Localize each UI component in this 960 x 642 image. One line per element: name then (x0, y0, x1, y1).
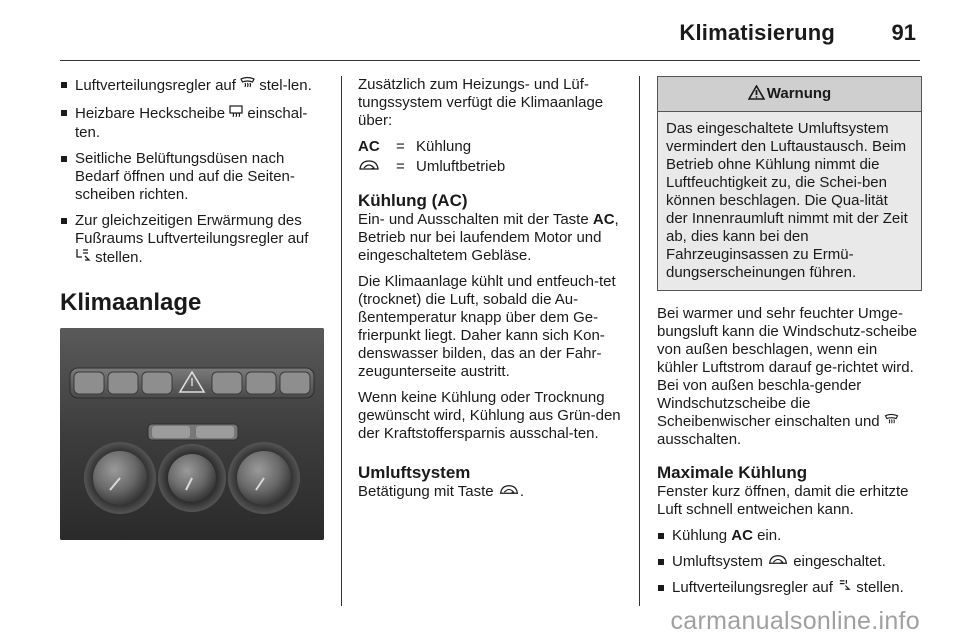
recirculation-icon (767, 553, 789, 570)
list-item: Kühlung AC ein. (657, 527, 922, 545)
list-item: Luftverteilungsregler auf stel-len. (60, 76, 326, 96)
heading-maximale-kuehlung: Maximale Kühlung (657, 463, 808, 482)
max-cooling-bullet-list (657, 527, 922, 597)
section-title-klimaanlage: Klimaanlage (60, 289, 202, 316)
definition-key-ac: AC (358, 138, 380, 155)
windscreen-defrost-icon (884, 413, 899, 430)
intro-text: Zusätzlich zum Heizungs- und Lüf-tungssystem verfügt die Klimaanlage über: (358, 76, 604, 129)
list-item: Zur gleichzeitigen Erwärmung des Fußraums Luftverteilungsregler auf stellen. (60, 212, 326, 268)
climate-control-photo (60, 328, 324, 540)
recirculation-icon (358, 158, 396, 177)
paragraph: Ein- und Ausschalten mit der Taste AC, Betrieb nur bei laufendem Motor und eingeschaltetem Gebläse. (358, 211, 619, 264)
paragraph: Fenster kurz öffnen, damit die erhitzte Luft schnell entweichen kann. (657, 483, 909, 518)
face-vent-icon (837, 579, 852, 596)
list-item: Heizbare Heckscheibe einschal-ten. (60, 104, 326, 142)
paragraph: Bei warmer und sehr feuchter Umge-bungsluft kann die Windschutz-scheibe von außen beschlagen, wenn ein kühler Luftstrom darauf ge-richtet wird. Bei von außen beschla-gender Windschutzscheibe die Scheibenwischer einschalten und ausschalten. (657, 305, 918, 448)
warning-triangle-icon (748, 85, 765, 103)
list-item: Luftverteilungsregler auf stellen. (657, 579, 922, 597)
middle-column (358, 76, 623, 509)
recirculation-icon (498, 483, 520, 500)
right-column (657, 76, 922, 605)
definition-table: AC = Kühlung = Umluftbetrieb (358, 138, 506, 175)
warning-header (658, 77, 921, 112)
paragraph: Die Klimaanlage kühlt und entfeuch-tet (trocknet) die Luft, sobald die Au-ßentemperatur knapp über dem Ge-frierpunkt liegt. Daher kann sich Kon-denswasser bilden, das an der Fahr-zeugunterseite austritt. (358, 273, 616, 380)
warning-title: Warnung (766, 85, 832, 102)
watermark: carmanualsonline.info (670, 607, 920, 635)
heading-kuehlung-ac: Kühlung (AC) (358, 191, 468, 210)
column-divider (639, 76, 640, 606)
list-item: Umluftsystem eingeschaltet. (657, 553, 922, 571)
page-title: Klimatisierung (679, 20, 835, 45)
list-item: Seitliche Belüftungsdüsen nach Bedarf öffnen und auf die Seiten-scheiben richten. (60, 150, 326, 204)
paragraph: Wenn keine Kühlung oder Trocknung gewünscht wird, Kühlung aus Grün-den der Kraftstoffersparnis ausschal-ten. (358, 389, 621, 442)
warning-text: Das eingeschaltete Umluftsystem vermindert den Luftaustausch. Beim Betrieb ohne Kühlung nimmt die Luftfeuchtigkeit zu, die Schei-ben können beschlagen. Die Qua-lität der Innenraumluft nimmt mit der Zeit ab, dies kann bei den Fahrzeuginsassen zu Ermü-dungserscheinungen führen. (666, 120, 908, 281)
page-number: 91 (891, 20, 916, 45)
header-rule (60, 60, 920, 61)
left-column (60, 76, 326, 540)
heating-bullet-list (60, 76, 326, 268)
windscreen-defrost-icon (240, 79, 259, 94)
warning-box (657, 76, 922, 291)
rear-window-heating-icon (229, 107, 247, 122)
paragraph: Betätigung mit Taste . (358, 483, 524, 500)
column-divider (341, 76, 342, 606)
heading-umluftsystem: Umluftsystem (358, 463, 471, 482)
footwell-windscreen-icon (75, 251, 95, 266)
